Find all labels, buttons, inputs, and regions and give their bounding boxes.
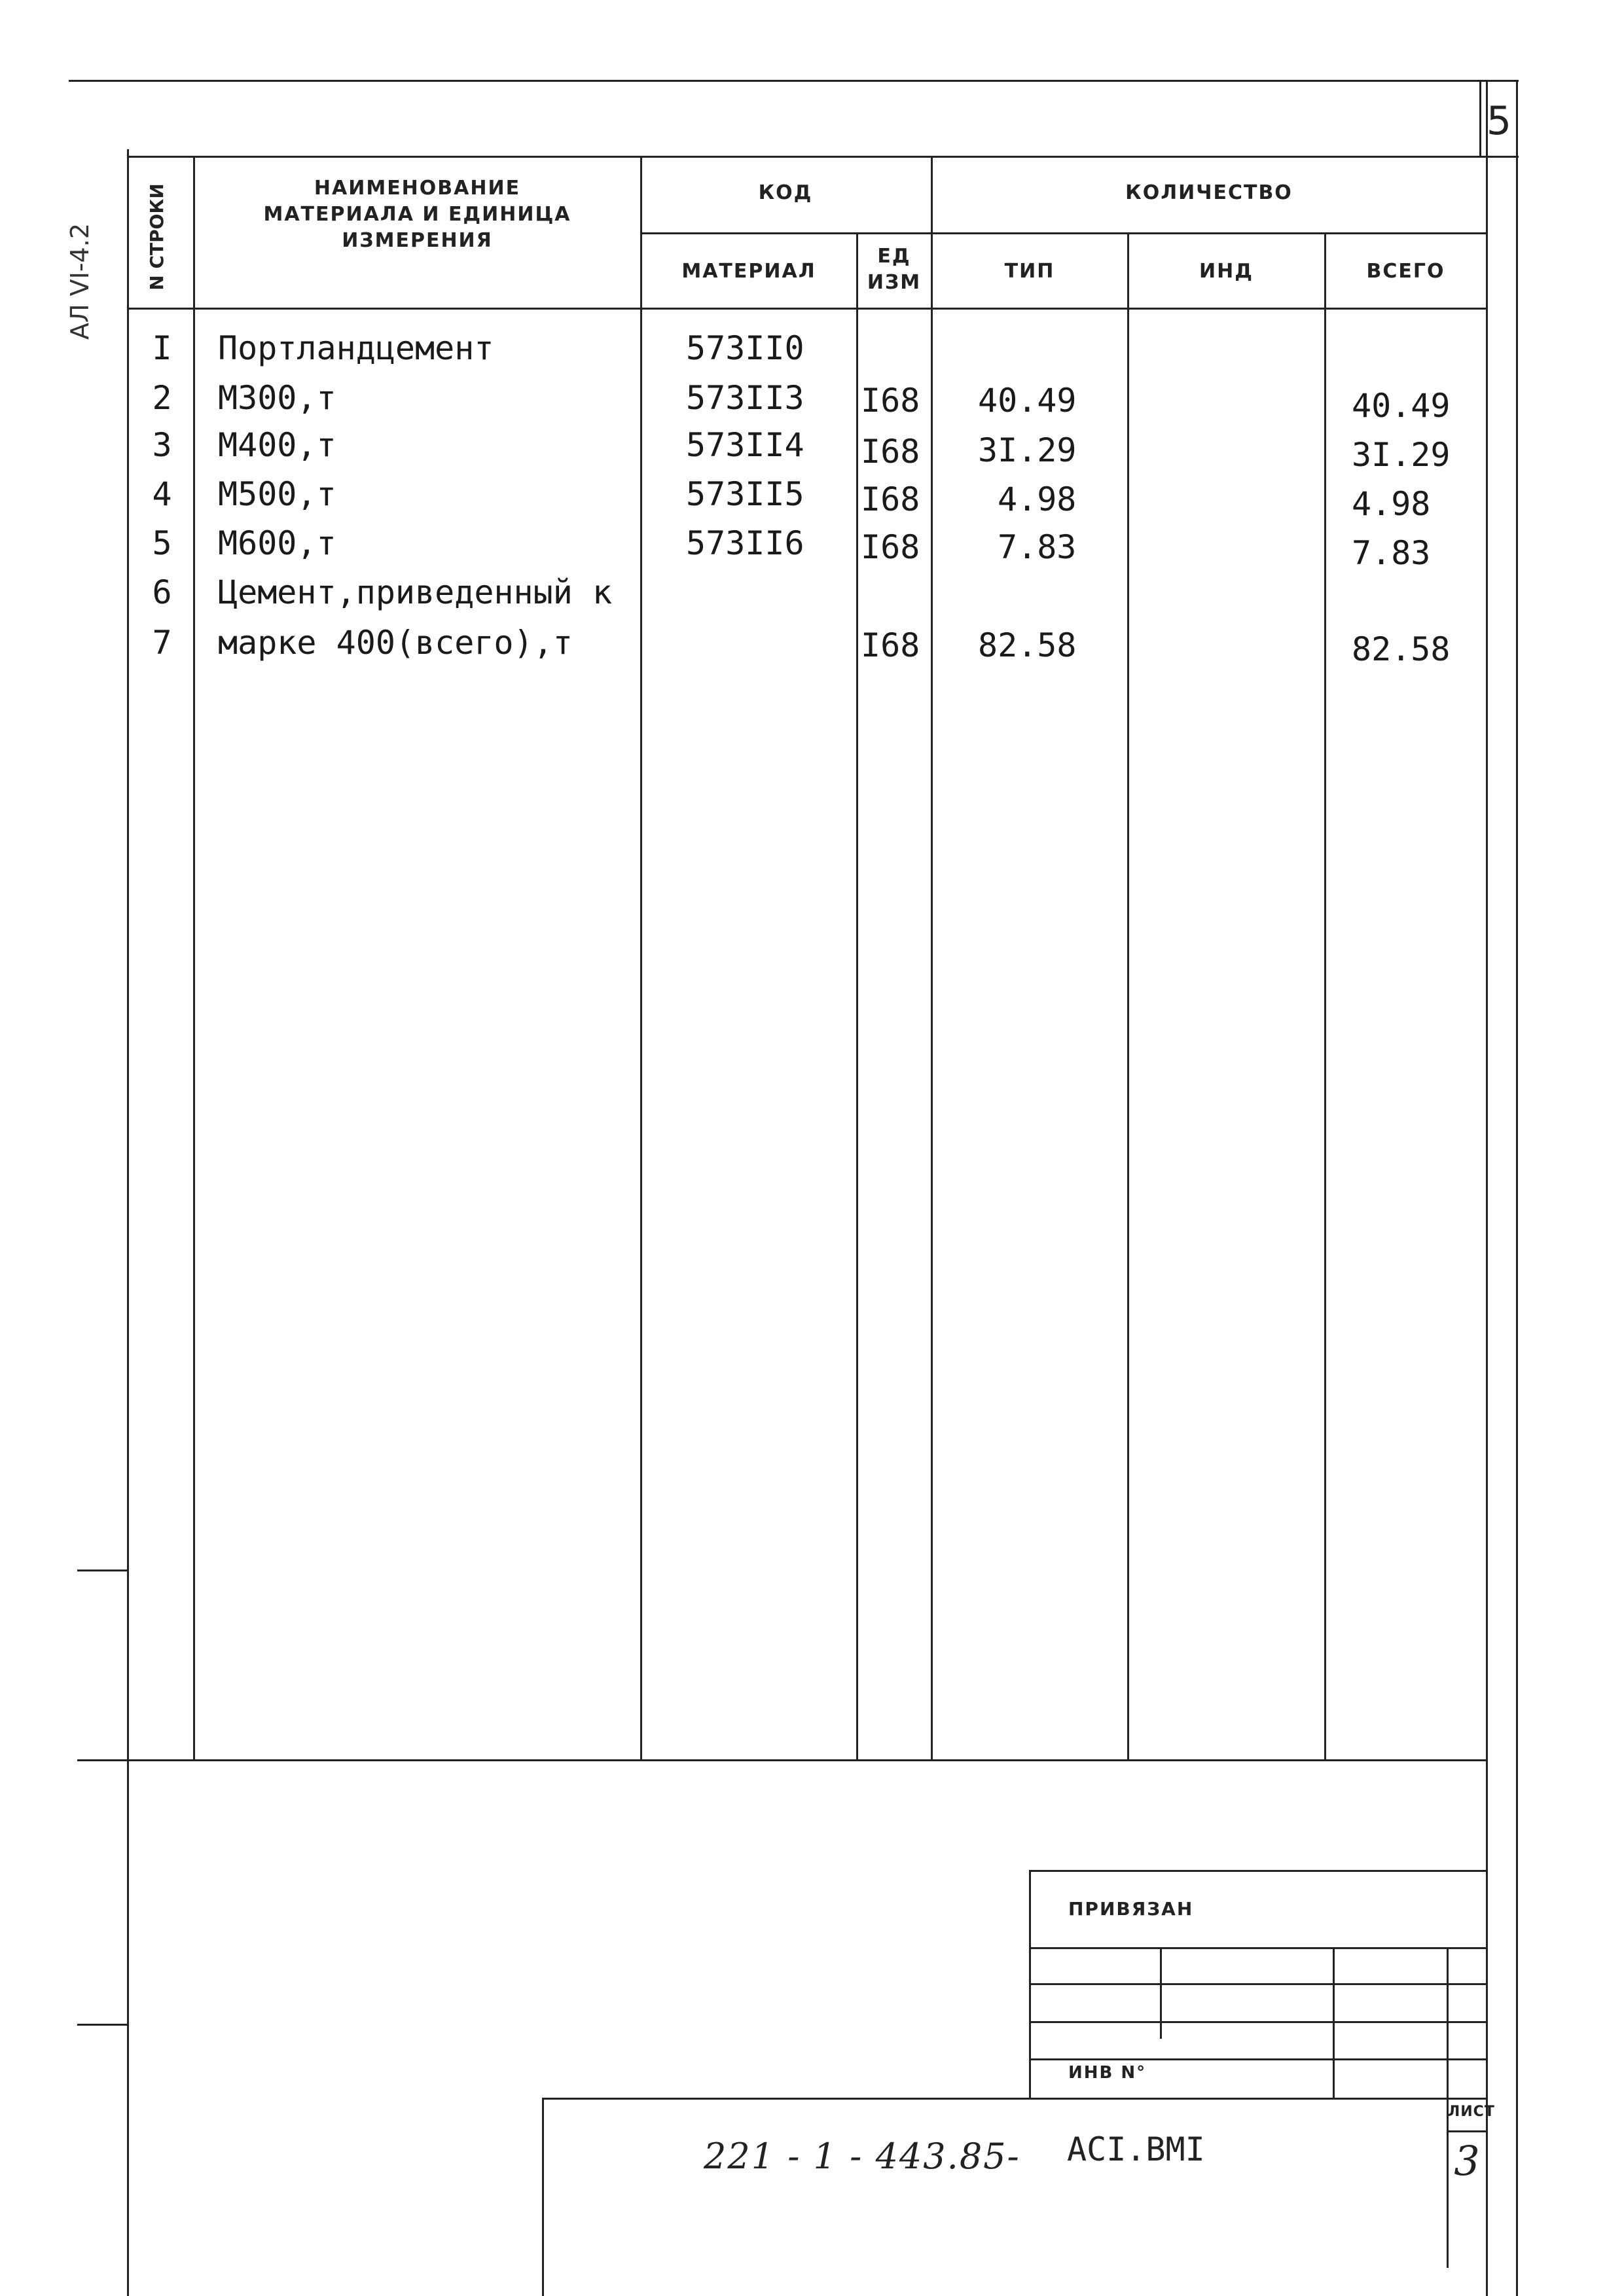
row-3-type: 3I.29 xyxy=(978,431,1077,469)
row-7-no: 7 xyxy=(152,624,172,662)
right-frame-line xyxy=(1516,80,1518,2296)
row-1-name: Портландцемент xyxy=(218,329,494,367)
row-6-no: 6 xyxy=(152,573,172,611)
top-border-line xyxy=(69,80,1519,82)
row-1-code: 573II0 xyxy=(686,329,804,367)
row-3-no: 3 xyxy=(152,426,172,464)
row-5-no: 5 xyxy=(152,524,172,562)
header-unit-line-2: ИЗМ xyxy=(867,271,922,294)
stamp-inv-label: ИНВ N° xyxy=(1068,2063,1147,2083)
header-unit-line-1: ЕД xyxy=(877,245,911,268)
row-7-total: 82.58 xyxy=(1352,630,1451,668)
right-inner-line xyxy=(1486,80,1488,2296)
header-name-line-3: ИЗМЕРЕНИЯ xyxy=(342,229,493,252)
row-4-unit: I68 xyxy=(861,480,920,518)
doc-code-typed: ACI.BMI xyxy=(1067,2130,1205,2168)
row-3-name: М400,т xyxy=(218,426,336,464)
sheet-number: 3 xyxy=(1454,2137,1480,2185)
stamp-col-1 xyxy=(1160,1947,1162,2039)
row-4-code: 573II5 xyxy=(686,475,804,513)
stamp-top-line xyxy=(1029,1870,1486,1872)
header-row-number: N СТРОКИ xyxy=(146,183,168,291)
header-total: ВСЕГО xyxy=(1366,260,1445,283)
title-block-top-line xyxy=(542,2098,1486,2100)
col-line-name xyxy=(193,156,195,1759)
row-5-name: М600,т xyxy=(218,524,336,562)
row-2-type: 40.49 xyxy=(978,382,1077,420)
row-2-name: М300,т xyxy=(218,379,336,417)
row-5-code: 573II6 xyxy=(686,524,804,562)
header-mid-line xyxy=(640,232,1486,234)
sheet-box-divider xyxy=(1447,2130,1486,2132)
row-1-no: I xyxy=(152,329,172,367)
row-4-total: 4.98 xyxy=(1352,485,1431,523)
stamp-line-3 xyxy=(1029,2021,1486,2023)
row-4-name: М500,т xyxy=(218,475,336,513)
header-code: КОД xyxy=(758,181,813,204)
row-5-type: 7.83 xyxy=(998,528,1077,566)
left-frame-line xyxy=(127,149,129,2296)
row-7-name: марке 400(всего),т xyxy=(218,624,573,662)
stamp-line-4 xyxy=(1029,2058,1486,2060)
row-2-code: 573II3 xyxy=(686,379,804,417)
stamp-line-2 xyxy=(1029,1983,1486,1985)
row-5-total: 7.83 xyxy=(1352,534,1431,572)
stamp-col-2 xyxy=(1333,1947,1335,2099)
header-ind: ИНД xyxy=(1199,260,1254,283)
header-name-line-1: НАИМЕНОВАНИЕ xyxy=(314,177,521,200)
header-bottom-line xyxy=(127,308,1486,310)
header-quantity: КОЛИЧЕСТВО xyxy=(1125,181,1293,204)
row-5-unit: I68 xyxy=(861,528,920,566)
stamp-line-1 xyxy=(1029,1947,1486,1949)
side-label: АЛ VI-4.2 xyxy=(65,223,94,340)
doc-code-handwritten: 221 - 1 - 443.85- xyxy=(704,2136,1020,2177)
title-block-left-line xyxy=(542,2098,544,2296)
header-type: ТИП xyxy=(1004,260,1055,283)
sheet-corner-number: 5 xyxy=(1486,98,1512,144)
row-3-code: 573II4 xyxy=(686,426,804,464)
stamp-bound-label: ПРИВЯЗАН xyxy=(1068,1898,1194,1920)
header-name-line-2: МАТЕРИАЛА И ЕДИНИЦА xyxy=(263,203,571,226)
row-6-name: Цемент,приведенный к xyxy=(218,573,613,611)
row-7-unit: I68 xyxy=(861,626,920,664)
row-4-no: 4 xyxy=(152,475,172,513)
margin-tick-1 xyxy=(77,1570,127,1571)
row-3-unit: I68 xyxy=(861,433,920,471)
row-2-unit: I68 xyxy=(861,382,920,420)
col-line-unit xyxy=(856,232,858,1759)
col-line-material xyxy=(640,156,642,1759)
table-top-line xyxy=(127,156,1486,158)
row-2-total: 40.49 xyxy=(1352,387,1451,425)
row-7-type: 82.58 xyxy=(978,626,1077,664)
table-bottom-line xyxy=(77,1759,1486,1761)
row-2-no: 2 xyxy=(152,379,172,417)
row-4-type: 4.98 xyxy=(998,480,1077,518)
col-line-total xyxy=(1324,232,1326,1759)
row-3-total: 3I.29 xyxy=(1352,436,1451,474)
col-line-ind xyxy=(1127,232,1129,1759)
margin-tick-2 xyxy=(77,2024,127,2026)
col-line-quantity xyxy=(931,156,933,1759)
header-material: МАТЕРИАЛ xyxy=(681,260,816,283)
sheet-label: ЛИСТ xyxy=(1448,2104,1495,2120)
